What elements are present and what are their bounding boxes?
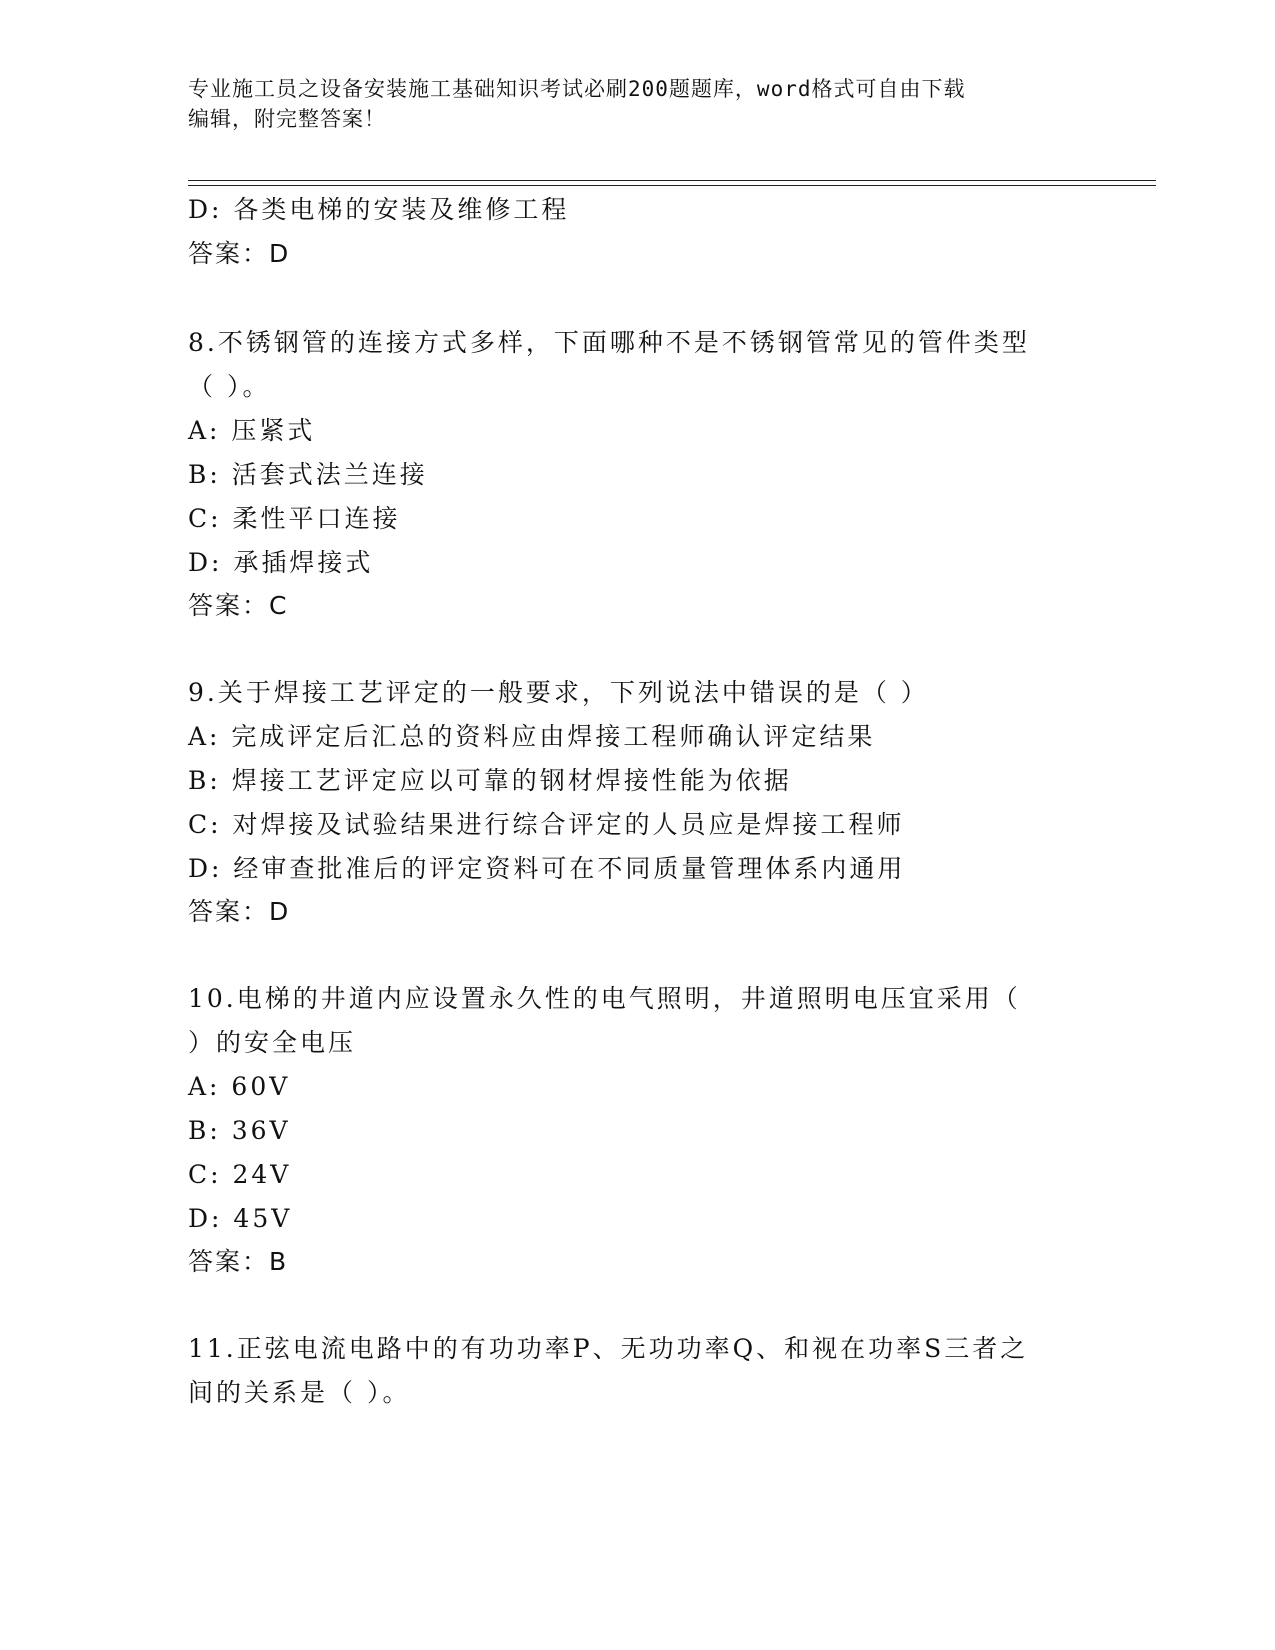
q8-option-c: C: 柔性平口连接 — [188, 504, 401, 533]
q10-stem-line-1: 10.电梯的井道内应设置永久性的电气照明，井道照明电压宜采用（ — [188, 984, 1021, 1013]
q9-option-d: D: 经审查批准后的评定资料可在不同质量管理体系内通用 — [188, 854, 906, 883]
q9-stem-line-1: 9.关于焊接工艺评定的一般要求，下列说法中错误的是（ ） — [188, 678, 929, 707]
q9-option-c: C: 对焊接及试验结果进行综合评定的人员应是焊接工程师 — [188, 810, 905, 839]
q10-option-d: D: 45V — [188, 1204, 293, 1233]
q8-stem-line-2: （ ）。 — [188, 372, 271, 401]
q8-answer: 答案：C — [188, 591, 289, 620]
header-line-2: 编辑，附完整答案！ — [188, 107, 386, 131]
q7-option-d: D: 各类电梯的安装及维修工程 — [188, 195, 570, 224]
q10-stem-line-2: ）的安全电压 — [188, 1028, 357, 1057]
q10-answer: 答案：B — [188, 1247, 289, 1276]
q8-option-a: A: 压紧式 — [188, 416, 316, 445]
q10-option-b: B: 36V — [188, 1116, 291, 1145]
document-header — [188, 74, 1088, 134]
q10-option-a: A: 60V — [188, 1072, 291, 1101]
q11-stem-line-2: 间的关系是（ ）。 — [188, 1378, 411, 1407]
q8-option-d: D: 承插焊接式 — [188, 548, 374, 577]
q9-option-b: B: 焊接工艺评定应以可靠的钢材焊接性能为依据 — [188, 766, 792, 795]
q10-option-c: C: 24V — [188, 1160, 292, 1189]
q9-option-a: A: 完成评定后汇总的资料应由焊接工程师确认评定结果 — [188, 722, 876, 751]
q7-answer: 答案：D — [188, 239, 291, 268]
q11-stem-line-1: 11.正弦电流电路中的有功功率P、无功功率Q、和视在功率S三者之 — [188, 1334, 1029, 1363]
q8-stem-line-1: 8.不锈钢管的连接方式多样，下面哪种不是不锈钢管常见的管件类型 — [188, 328, 1030, 357]
header-divider-top — [188, 180, 1156, 181]
q8-option-b: B: 活套式法兰连接 — [188, 460, 428, 489]
header-divider-bottom — [188, 185, 1156, 186]
header-line-1: 专业施工员之设备安装施工基础知识考试必刷200题题库，word格式可自由下载 — [188, 77, 966, 101]
q9-answer: 答案：D — [188, 897, 291, 926]
